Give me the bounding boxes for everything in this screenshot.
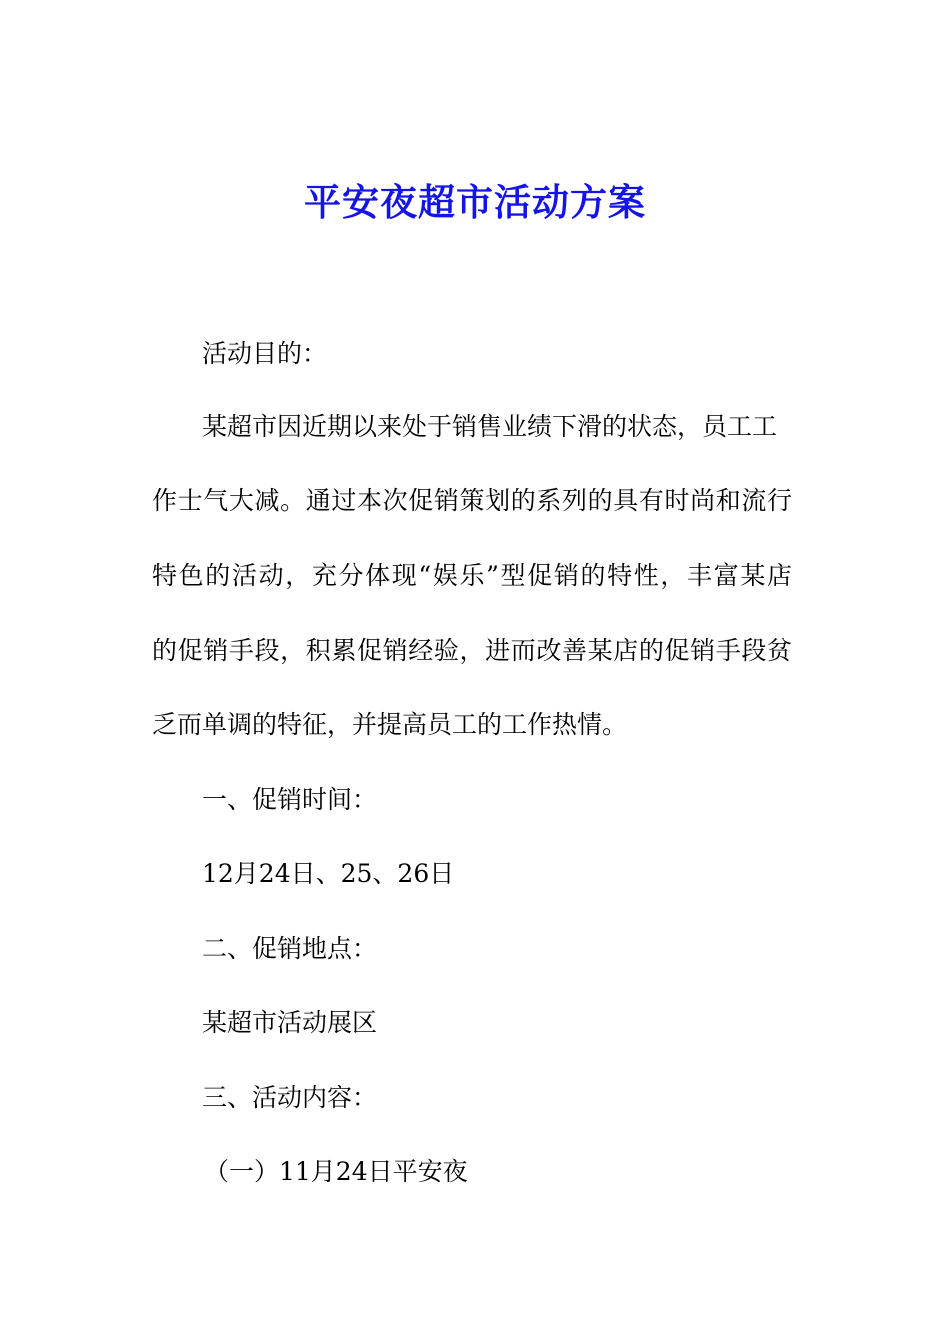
- purpose-line-4: 的促销手段，积累促销经验，进而改善某店的促销手段贫: [152, 636, 792, 665]
- section2-heading: 二、促销地点：: [202, 934, 378, 963]
- purpose-heading: 活动目的：: [202, 339, 328, 368]
- section3-heading: 三、活动内容：: [202, 1083, 378, 1112]
- purpose-line-5: 乏而单调的特征，并提高员工的工作热情。: [152, 710, 628, 739]
- document-title: 平安夜超市活动方案: [304, 180, 646, 224]
- purpose-line-2: 作士气大减。通过本次促销策划的系列的具有时尚和流行: [152, 486, 792, 515]
- section2-content: 某超市活动展区: [202, 1008, 378, 1037]
- section1-heading: 一、促销时间：: [202, 785, 378, 814]
- purpose-line-3: 特色的活动，充分体现“娱乐”型促销的特性，丰富某店: [152, 561, 792, 590]
- purpose-line-1: 某超市因近期以来处于销售业绩下滑的状态，员工工: [202, 412, 778, 441]
- section1-content: 12月24日、25、26日: [202, 859, 455, 888]
- subsection1-heading: （一）11月24日平安夜: [204, 1157, 468, 1186]
